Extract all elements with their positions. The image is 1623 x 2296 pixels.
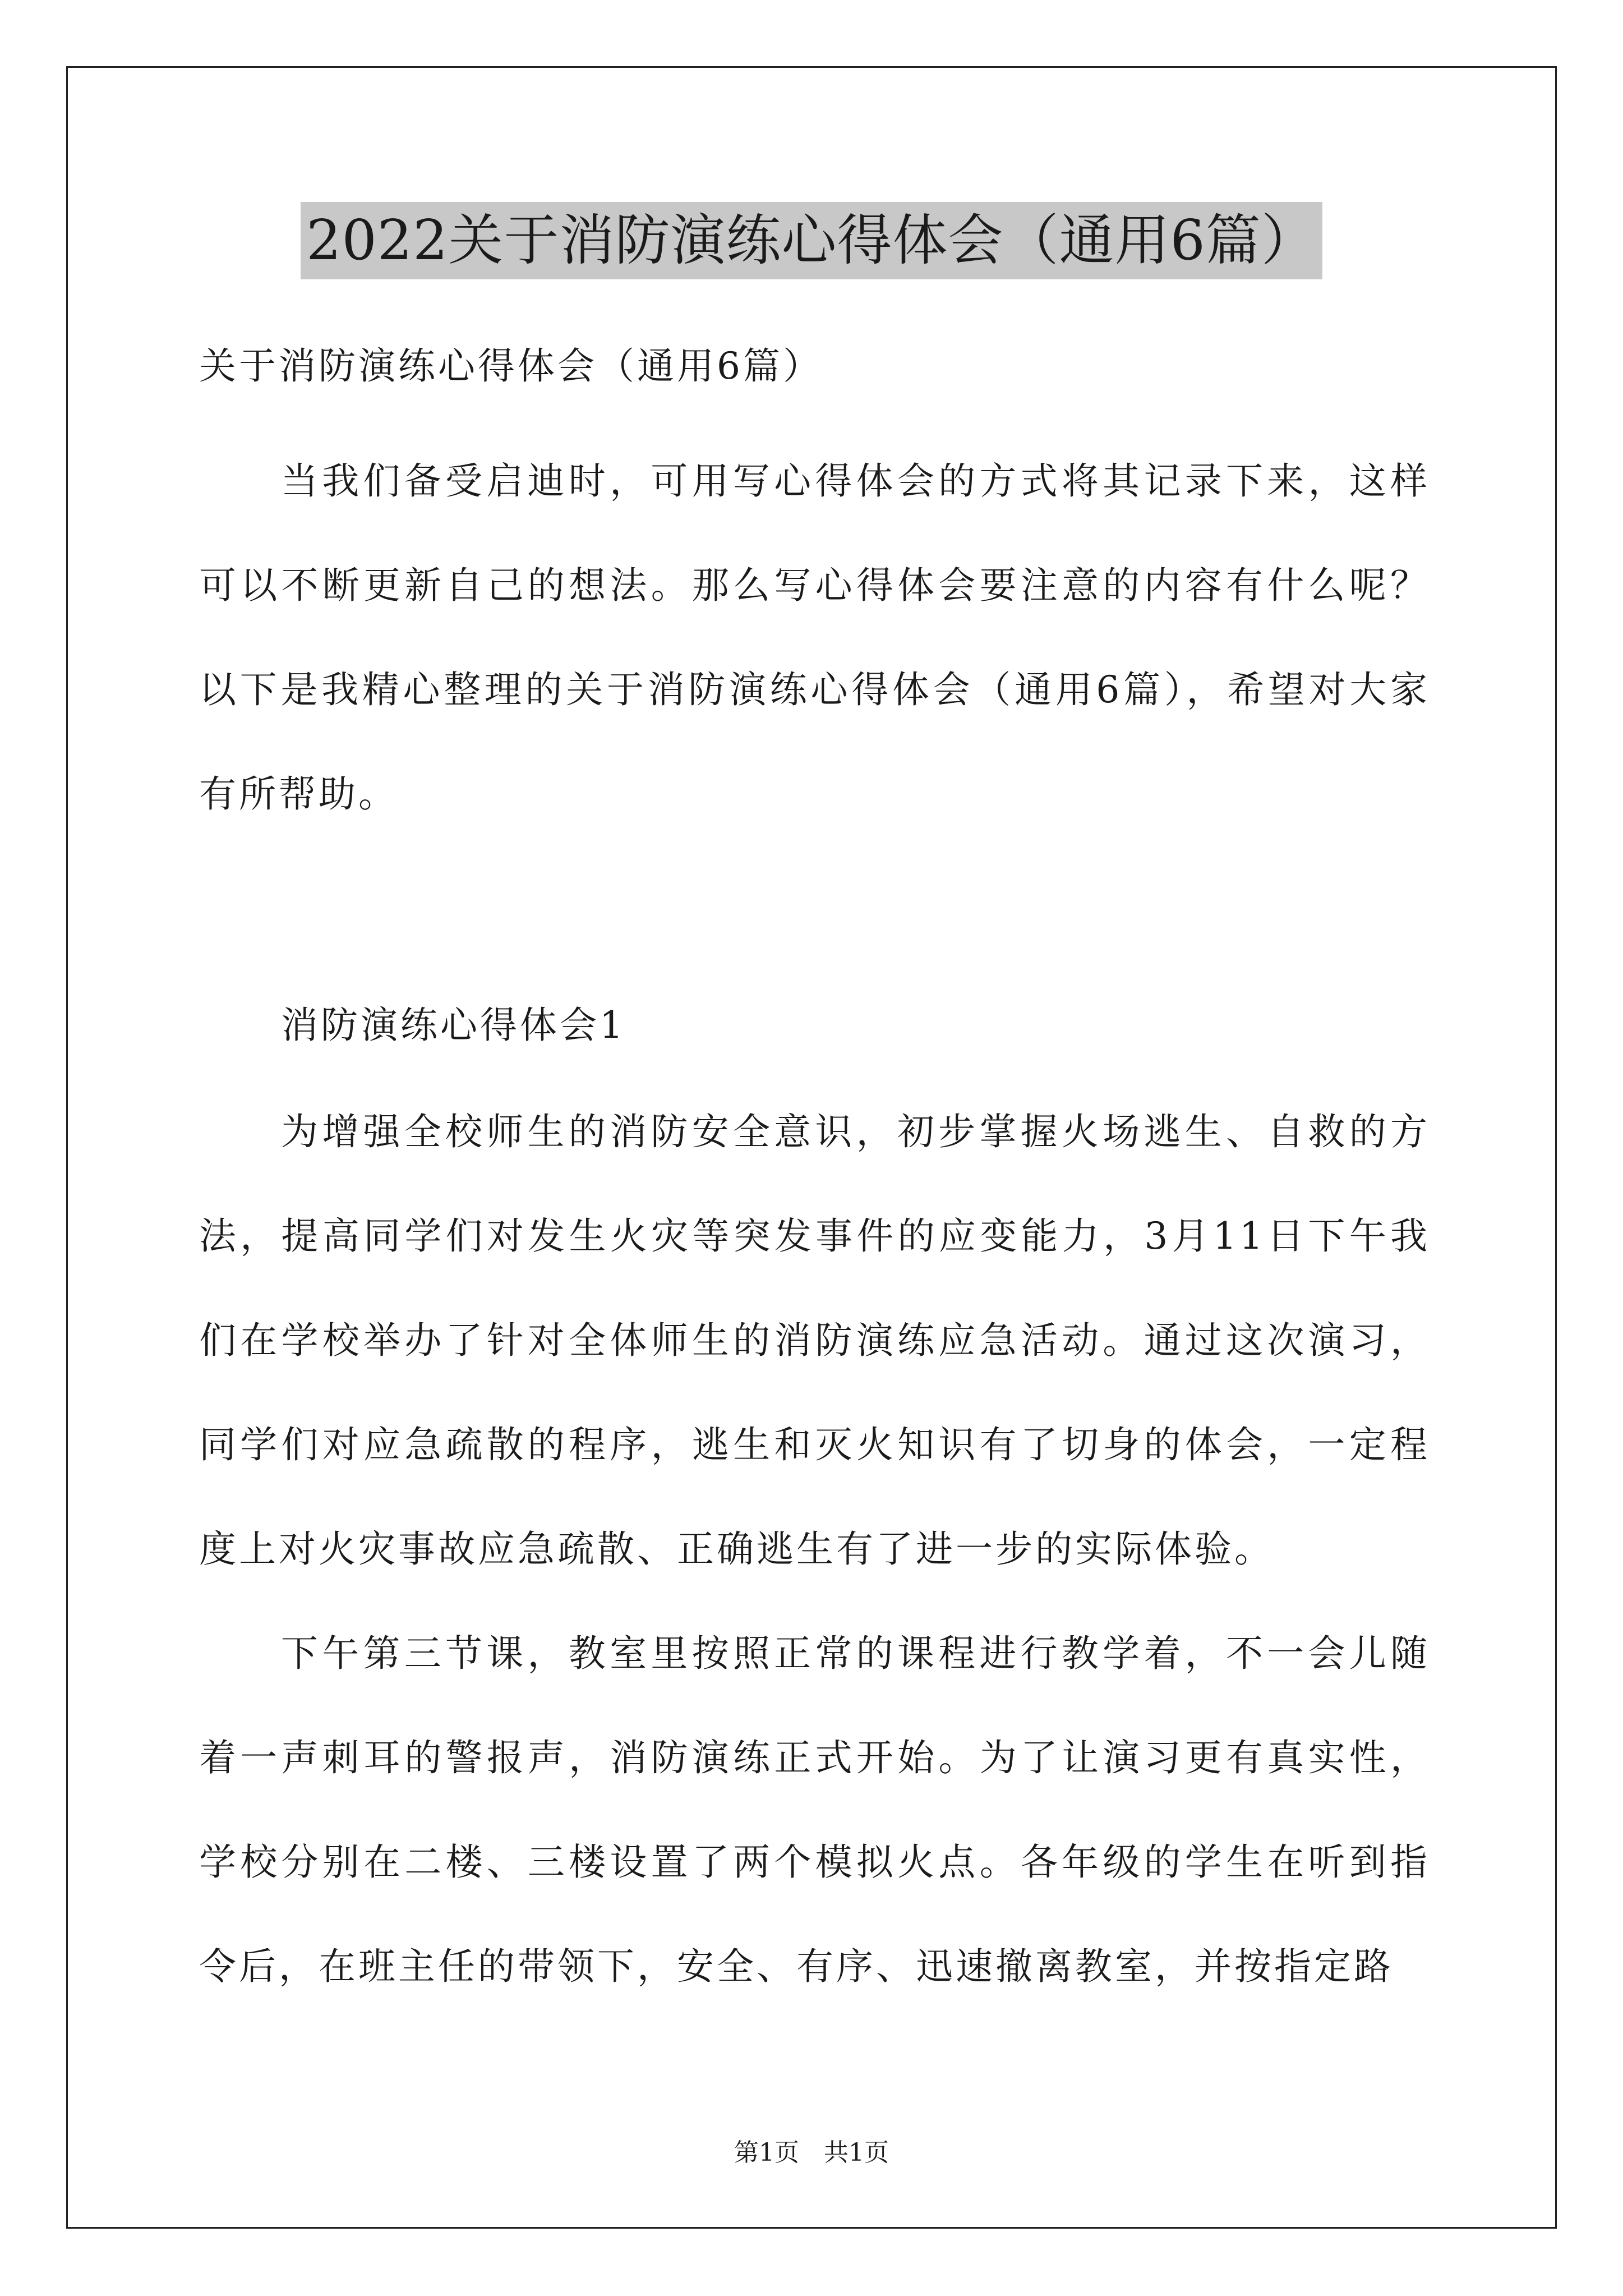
body-paragraph-2: 下午第三节课，教室里按照正常的课程进行教学着，不一会儿随着一声刺耳的警报声，消防演练正式开始。为了让演习更有真实性，学校分别在二楼、三楼设置了两个模拟火点。各年级的学生在听到指令后，在班主任的带领下，安全、有序、迅速撤离教室，并按指定路 — [199, 1632, 1430, 1988]
page-total: 共1页 — [824, 2138, 889, 2167]
title-container — [0, 202, 1623, 279]
body-paragraph-1: 为增强全校师生的消防安全意识，初步掌握火场逃生、自救的方法，提高同学们对发生火灾等突发事件的应变能力，3月11日下午我们在学校举办了针对全体师生的消防演练应急活动。通过这次演习，同学们对应急疏散的程序，逃生和灭火知识有了切身的体会，一定程度上对火灾事故应急疏散、正确逃生有了进一步的实际体验。 — [199, 1110, 1430, 1571]
section-heading: 消防演练心得体会1 — [281, 1004, 626, 1047]
page-footer — [0, 2136, 1623, 2170]
intro-paragraph: 当我们备受启迪时，可用写心得体会的方式将其记录下来，这样可以不断更新自己的想法。那么写心得体会要注意的内容有什么呢？以下是我精心整理的关于消防演练心得体会（通用6篇），希望对大家有所帮助。 — [199, 459, 1430, 816]
document-subtitle: 关于消防演练心得体会（通用6篇） — [199, 344, 823, 388]
page-number: 第1页 — [734, 2138, 799, 2167]
document-title: 2022关于消防演练心得体会（通用6篇） — [301, 202, 1322, 279]
